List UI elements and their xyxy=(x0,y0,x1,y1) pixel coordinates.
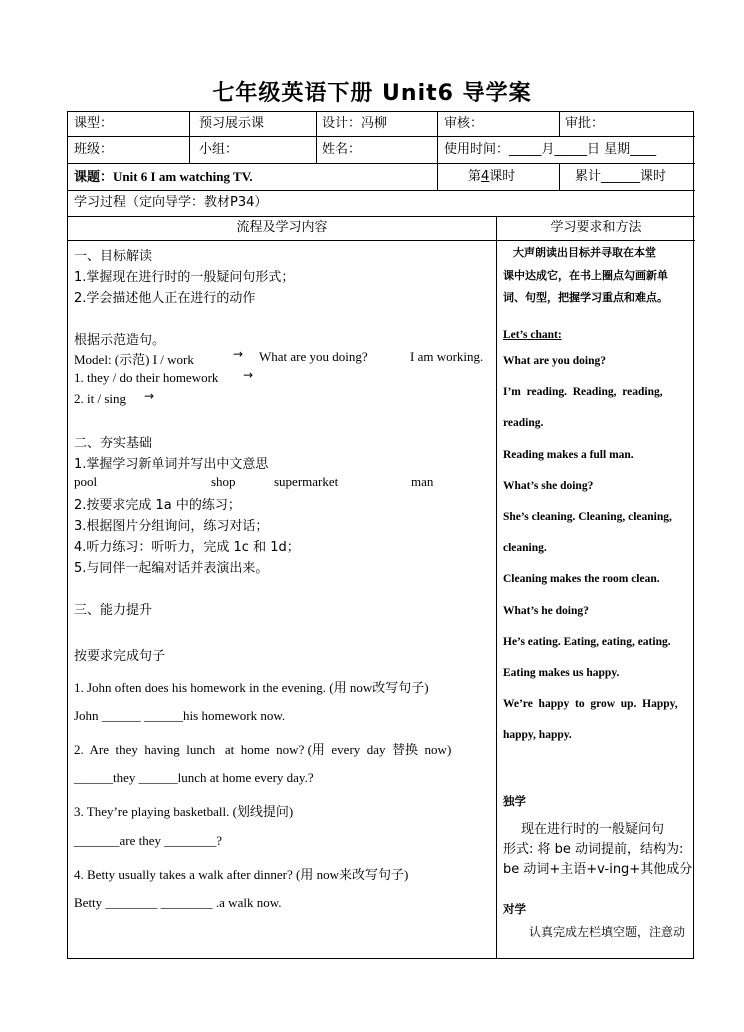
duxue-title: 独学 xyxy=(503,796,526,808)
lesson-topic: 课题：Unit 6 I am watching TV. xyxy=(74,169,253,184)
model-answer: I am working. xyxy=(410,349,484,364)
duxue-line: 现在进行时的一般疑问句 xyxy=(521,822,665,837)
arrow-icon: → xyxy=(233,347,244,361)
model-prompt: Model: (示范) I / work xyxy=(74,352,194,367)
arrow-icon: → xyxy=(243,368,254,382)
word-shop: shop xyxy=(211,474,236,489)
course-type-label: 课型： xyxy=(74,116,114,131)
exercise-2: 2. it / sing xyxy=(74,391,127,406)
class-label: 班级： xyxy=(74,142,114,157)
chant-line: reading. xyxy=(503,417,544,429)
section2-item4: 4.听力练习：听听力，完成 1c 和 1d； xyxy=(74,540,300,555)
page-title: 七年级英语下册 Unit6 导学案 xyxy=(212,81,532,106)
answer-1: John ______ ______his homework now. xyxy=(74,708,286,723)
chant-line: What are you doing? xyxy=(503,355,606,367)
section2-title: 二、夯实基础 xyxy=(74,436,153,451)
section1-title: 一、目标解读 xyxy=(74,249,153,264)
usage-time: 使用时间：_____月_____日 星期____ xyxy=(444,142,657,157)
question-2: 2. Are they having lunch at home now? (用 every day 替换 now) xyxy=(74,742,452,757)
question-3: 3. They’re playing basketball. (划线提问) xyxy=(74,804,294,819)
designer: 设计：冯柳 xyxy=(322,116,388,131)
section1-item2: 2.学会描述他人正在进行的动作 xyxy=(74,291,256,306)
reviewer-label: 审核： xyxy=(444,116,484,131)
section2-item5: 5.与同伴一起编对话并表演出来。 xyxy=(74,561,269,576)
duixue-title: 对学 xyxy=(503,904,526,916)
group-label: 小组： xyxy=(199,142,239,157)
model-intro: 根据示范造句。 xyxy=(74,333,166,348)
question-4: 4. Betty usually takes a walk after dinner? (用 now来改写句子) xyxy=(74,867,409,882)
chant-line: He’s eating. Eating, eating, eating. xyxy=(503,636,671,648)
right-column-header: 学习要求和方法 xyxy=(550,220,642,235)
approver-label: 审批： xyxy=(565,116,605,131)
name-label: 姓名： xyxy=(322,142,362,157)
chant-line: What’s he doing? xyxy=(503,605,589,617)
chant-line: Cleaning makes the room clean. xyxy=(503,573,660,585)
chant-line: She’s cleaning. Cleaning, cleaning, xyxy=(503,511,672,523)
section2-item1: 1.掌握学习新单词并写出中文意思 xyxy=(74,457,269,472)
left-column-header: 流程及学习内容 xyxy=(236,220,328,235)
guide-table xyxy=(67,111,694,959)
answer-3: _______are they ________? xyxy=(74,833,223,848)
chant-line: We’re happy to grow up. Happy, xyxy=(503,698,678,710)
chant-line: I’m reading. Reading, reading, xyxy=(503,386,663,398)
section3-intro: 按要求完成句子 xyxy=(74,649,166,664)
process-header: 学习过程（定向导学：教材P34） xyxy=(74,195,268,210)
chant-line: Reading makes a full man. xyxy=(503,449,634,461)
right-intro-3: 词、句型，把握学习重点和难点。 xyxy=(503,292,668,304)
chant-line: What’s she doing? xyxy=(503,480,594,492)
course-type-value: 预习展示课 xyxy=(199,116,265,131)
answer-4: Betty ________ ________ .a walk now. xyxy=(74,895,282,910)
section1-item1: 1.掌握现在进行时的一般疑问句形式； xyxy=(74,270,295,285)
chant-title: Let’s chant: xyxy=(503,329,562,341)
section2-item3: 3.根据图片分组询问，练习对话； xyxy=(74,519,269,534)
word-supermarket: supermarket xyxy=(274,474,339,489)
duixue-line: 认真完成左栏填空题，注意动 xyxy=(529,925,686,939)
right-intro-1: 大声朗读出目标并寻取在本堂 xyxy=(513,247,656,259)
chant-line: happy, happy. xyxy=(503,729,572,741)
chant-line: cleaning. xyxy=(503,542,547,554)
duxue-line: 形式: 将 be 动词提前，结构为: xyxy=(503,842,684,857)
lesson-number: 第4课时 xyxy=(468,169,516,184)
answer-2: ______they ______lunch at home every day.? xyxy=(74,770,314,785)
exercise-1: 1. they / do their homework xyxy=(74,370,219,385)
section2-item2: 2.按要求完成 1a 中的练习； xyxy=(74,498,241,513)
chant-line: Eating makes us happy. xyxy=(503,667,620,679)
arrow-icon: → xyxy=(144,389,155,403)
duxue-line: be 动词+主语+v-ing+其他成分 xyxy=(503,862,693,877)
lesson-total: 累计______课时 xyxy=(575,169,667,184)
right-intro-2: 课中达成它，在书上圈点勾画新单 xyxy=(503,270,668,282)
question-1: 1. John often does his homework in the evening. (用 now改写句子) xyxy=(74,680,429,695)
word-pool: pool xyxy=(74,474,98,489)
section3-title: 三、能力提升 xyxy=(74,603,153,618)
word-man: man xyxy=(411,474,434,489)
model-question: What are you doing? xyxy=(259,349,368,364)
